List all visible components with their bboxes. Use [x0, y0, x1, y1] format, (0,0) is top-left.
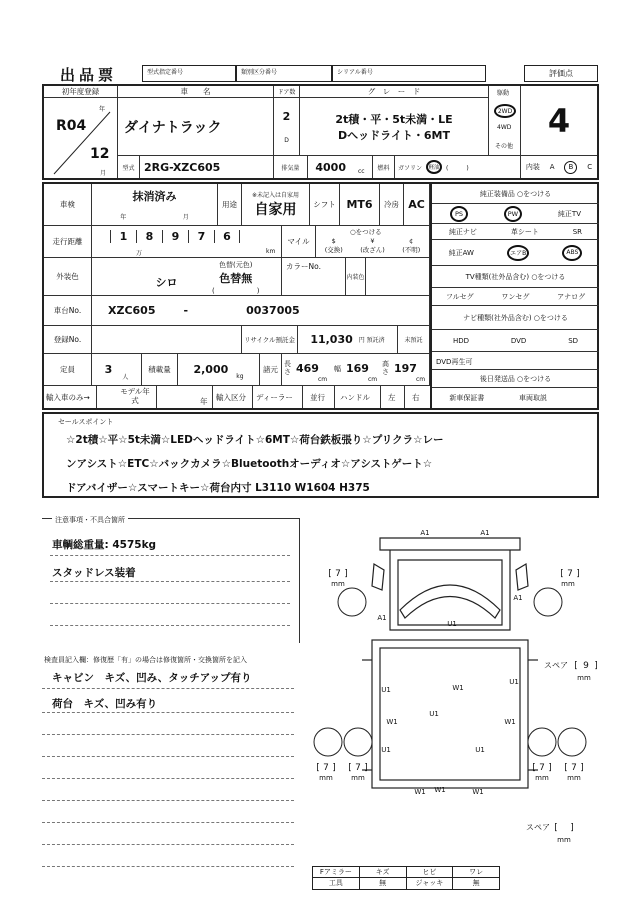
svg-text:[: [ — [560, 569, 564, 579]
mileage-box: 1 8 9 7 6 万 km — [92, 226, 282, 258]
model-cert-field: 型式指定番号 — [142, 65, 236, 82]
drive-2wd-circled: 2WD — [494, 104, 516, 118]
dmg-u1: U1 — [447, 620, 457, 628]
car-name: ダイナトラック — [124, 119, 222, 136]
dmg-a1: A1 — [513, 594, 523, 602]
drive-box: 駆動 2WD 4WD その他 — [489, 86, 521, 156]
opt-pw-circled: PW — [504, 206, 522, 222]
svg-text:]: ] — [548, 763, 552, 773]
load-capacity: 2,000 — [193, 363, 229, 376]
color-change-value: 色替無 — [219, 272, 253, 285]
svg-text:[: [ — [574, 661, 578, 671]
opt-ps-circled: PS — [450, 206, 468, 222]
mileage-digit: 7 — [188, 230, 214, 243]
dmg-u1: U1 — [509, 678, 519, 686]
sales-points: セールスポイント ☆2t積☆平☆5t未満☆LEDヘッドライト☆6MT☆荷台鉄板張り☆プリクラ☆レー ンアシスト☆ETC☆バックカメラ☆Bluetoothオーディオ☆アシストゲート☆ ドアバイザー☆スマートキー☆荷台内寸 L3110 W1604 H375 — [42, 412, 599, 498]
svg-text:[: [ — [328, 569, 332, 579]
height-value: 197 — [394, 362, 417, 375]
dmg-a1: A1 — [377, 614, 387, 622]
color-value: シロ — [155, 275, 178, 289]
svg-text:]: ] — [570, 823, 574, 833]
tire-depth-rl1: 7 — [323, 763, 329, 773]
page-title: 出品票 — [60, 66, 118, 84]
top-block: 初年度登録 年 R04 12 月 車 名 ダイナトラック ドア数 2 D グ レ ー ド 2t積・平・5t未満・LE Dヘッドライト・6MT 駆動 2WD 4WD その他 4 型式 2RG-XZC605 排気量 4000 cc 燃料 ガソリン 軽油 ( ) 内装 A B C — [42, 84, 599, 180]
tire-depth-rr1: 7 — [539, 763, 545, 773]
dmg-w1: W1 — [414, 788, 426, 796]
svg-text:スペア: スペア — [544, 661, 568, 670]
tire-depth-fr: 7 — [567, 569, 573, 579]
svg-text:[: [ — [348, 763, 352, 773]
dmg-a1: A1 — [480, 529, 490, 537]
inspector-line: キャビン キズ、凹み、タッチアップ有り — [52, 672, 252, 684]
equipment-table: Fアミラー キズ ヒビ ワレ 工具 無 ジャッキ 無 — [312, 866, 500, 890]
svg-text:[: [ — [564, 763, 568, 773]
dmg-w1: W1 — [472, 788, 484, 796]
dmg-a1: A1 — [420, 529, 430, 537]
options-panel: 純正装備品 ○をつける PS PW 純正TV 純正ナビ 革シート SR 純正AW エアB ABS TV種類(社外品含む) ○をつける フルセグ ワンセグ アナログ ナビ種類(社外品含む) ○をつける HDD DVD SD DVD再生可 後日発送品 ○をつける 新車保証書 車両取説 — [430, 184, 597, 408]
mid-block: 車検 抹消済み 年 月 用途 ※未記入は自家用 自家用 シフト MT6 冷房 AC 走行距離 1 8 9 7 6 万 km マイル ○をつける $ (交換) ¥ (改ざん) ¢ (不明) 外装色 シロ 色替(元色) 色替無 ( ) カラーNo. 内装色 車台No. XZC605 - 0037005 登録No. リサイクル預託金 11,030 円 預託済 未預託 定員 3 人 積載量 2,000 kg 諸元 長さ 469 cm 幅 169 cm 高さ 197 cm 輸入車のみ→ モデル年式 年 輸入区分 ディーラー 並行 ハンドル 左 右 純正装備品 ○をつける PS PW 純正TV 純正ナビ 革シート SR 純正AW エアB ABS TV種類(社外品含む) ○をつける フルセグ ワンセグ アナログ ナビ種類(社外品含む) ○をつける HDD DVD SD DVD再生可 後日発送品 ○をつける 新車保証書 車両取説 — [42, 182, 599, 410]
spare-depth: 9 — [583, 661, 589, 671]
serial-field: シリアル番号 — [332, 65, 486, 82]
first-reg-month: 12 — [90, 146, 110, 162]
dmg-u1: U1 — [429, 710, 439, 718]
mileage-digit: 6 — [214, 230, 240, 243]
shift-value: MT6 — [346, 198, 373, 211]
recycle-fee: 11,030 — [310, 333, 353, 346]
svg-text:]: ] — [580, 763, 584, 773]
svg-text:スペア: スペア — [526, 823, 550, 832]
score-box — [521, 86, 597, 156]
inspector-line: 荷台 キズ、凹み有り — [52, 698, 158, 710]
svg-text:]: ] — [364, 763, 368, 773]
svg-text:]: ] — [332, 763, 336, 773]
door-count: 2 — [282, 109, 291, 123]
dmg-w1: W1 — [452, 684, 464, 692]
dmg-u1: U1 — [381, 686, 391, 694]
length-value: 469 — [296, 362, 319, 375]
chassis-prefix: XZC605 — [108, 304, 156, 317]
dmg-u1: U1 — [381, 746, 391, 754]
svg-text:mm: mm — [331, 580, 345, 588]
svg-text:[: [ — [316, 763, 320, 773]
mileage-digit: 1 — [110, 230, 136, 243]
mileage-digit: 8 — [136, 230, 162, 243]
mileage-digit: 9 — [162, 230, 188, 243]
usage-value: 自家用 — [254, 202, 297, 218]
fuel-diesel-circled: 軽油 — [426, 160, 442, 174]
svg-text:[: [ — [554, 823, 558, 833]
first-reg-box: 年 R04 12 月 — [44, 98, 118, 178]
sales-text: ☆2t積☆平☆5t未満☆LEDヘッドライト☆6MT☆荷台鉄板張り☆プリクラ☆レー ンアシスト☆ETC☆バックカメラ☆Bluetoothオーディオ☆アシストゲート☆ ドアバイザー☆スマートキー☆荷台内寸 L3110 W1604 H375 — [66, 434, 444, 494]
svg-text:mm: mm — [535, 774, 549, 782]
capacity: 3 — [104, 363, 113, 376]
first-reg-year: R04 — [56, 118, 87, 134]
inspection-value: 抹消済み — [132, 190, 177, 203]
width-value: 169 — [346, 362, 369, 375]
notes-section: 注意事項・不具合箇所 車輌総重量: 4575kg スタッドレス装着 — [42, 518, 300, 643]
opt-abs-circled: ABS — [562, 245, 582, 261]
interior-b-circled: B — [564, 161, 577, 174]
svg-text:mm: mm — [567, 774, 581, 782]
vehicle-diagram — [300, 520, 600, 865]
svg-text:]: ] — [576, 569, 580, 579]
svg-text:mm: mm — [319, 774, 333, 782]
score-header: 評価点 — [524, 65, 598, 82]
grade-line2: Dヘッドライト・6MT — [338, 128, 450, 142]
tire-depth-fl: 7 — [335, 569, 341, 579]
dmg-w1: W1 — [504, 718, 516, 726]
svg-text:mm: mm — [351, 774, 365, 782]
tire-depth-rl2: 7 — [355, 763, 361, 773]
svg-text:[: [ — [532, 763, 536, 773]
dmg-w1: W1 — [386, 718, 398, 726]
svg-text:mm: mm — [577, 674, 591, 682]
svg-text:]: ] — [344, 569, 348, 579]
inspector-section — [42, 664, 300, 884]
chassis-number: 0037005 — [246, 304, 300, 317]
score-value: 4 — [547, 101, 571, 140]
note-line: 車輌総重量: 4575kg — [52, 539, 157, 551]
ac-value: AC — [408, 198, 425, 211]
dmg-w1: W1 — [434, 786, 446, 794]
tire-depth-rr2: 7 — [571, 763, 577, 773]
svg-text:mm: mm — [557, 836, 571, 844]
class-no-field: 類別区分番号 — [236, 65, 332, 82]
opt-airbag-circled: エアB — [507, 245, 529, 261]
grade-line1: 2t積・平・5t未満・LE — [335, 112, 453, 126]
displacement: 4000 — [315, 160, 346, 174]
dmg-u1: U1 — [475, 746, 485, 754]
svg-text:]: ] — [594, 661, 598, 671]
svg-text:mm: mm — [561, 580, 575, 588]
model-code: 2RG-XZC605 — [144, 160, 221, 174]
note-line: スタッドレス装着 — [52, 567, 136, 579]
